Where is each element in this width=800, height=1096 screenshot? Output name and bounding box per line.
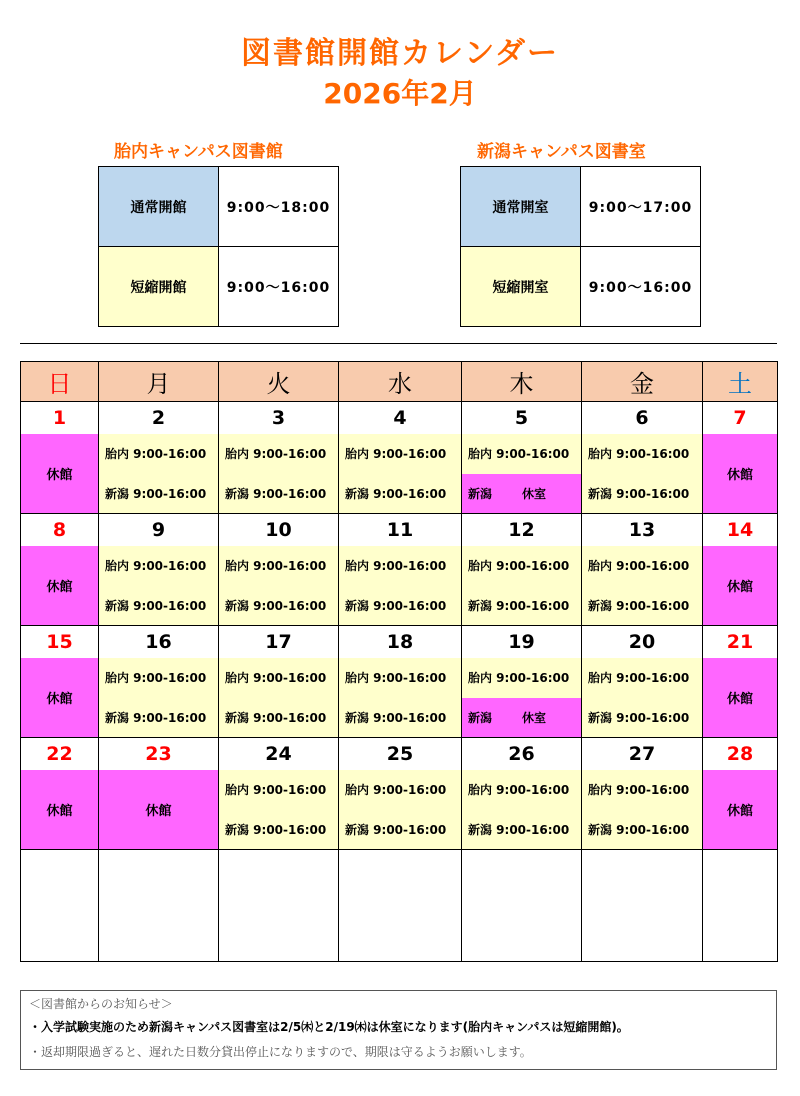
library-heading-tainai: 胎内キャンパス図書館 [114,142,283,162]
closed-label: 休館 [703,546,777,625]
niigata-hours: 新潟 9:00-16:00 [339,586,461,626]
calendar-week-row [21,738,778,850]
tainai-hours: 胎内 9:00-16:00 [462,658,581,698]
tainai-hours: 胎内 9:00-16:00 [462,434,581,474]
niigata-hours: 新潟 9:00-16:00 [99,474,218,514]
calendar-day-cell [219,850,339,962]
tainai-hours: 胎内 9:00-16:00 [99,434,218,474]
day-number: 13 [628,519,656,541]
notice-line-2: ・返却期限過ぎると、遅れた日数分貸出停止になりますので、期限は守るようお願いします。 [29,1045,532,1059]
weekday-thu: 木 [462,362,582,402]
niigata-closed-label: 休室 [522,486,547,501]
calendar-day-cell [582,850,703,962]
calendar-day-cell [99,850,219,962]
day-number: 5 [514,407,529,429]
tainai-hours: 胎内 9:00-16:00 [582,546,702,586]
tainai-hours: 胎内 9:00-16:00 [462,770,581,810]
calendar-day-cell [99,626,219,738]
tainai-hours: 胎内 9:00-16:00 [99,546,218,586]
day-number: 2 [151,407,166,429]
niigata-hours: 新潟 9:00-16:00 [219,698,338,738]
day-number: 16 [145,631,172,653]
day-number: 3 [271,407,286,429]
day-number: 11 [386,519,414,541]
closed-label: 休館 [21,546,98,625]
day-number: 24 [265,743,292,765]
niigata-hours: 新潟 9:00-16:00 [99,698,218,738]
closed-label: 休館 [21,770,98,849]
day-number: 4 [393,407,407,429]
calendar-day-cell [582,738,703,850]
niigata-hours: 新潟 9:00-16:00 [219,586,338,626]
short-hours-value: 9:00〜16:00 [219,247,339,327]
calendar-day-cell [339,626,462,738]
calendar-day-cell [462,514,582,626]
empty-day [21,850,98,961]
niigata-hours: 新潟 9:00-16:00 [219,810,338,850]
day-number: 9 [151,519,166,541]
niigata-hours: 新潟 9:00-16:00 [462,810,581,850]
niigata-hours: 新潟 9:00-16:00 [582,810,702,850]
calendar-day-cell [339,514,462,626]
day-number: 15 [46,631,73,653]
calendar-day-cell [462,626,582,738]
calendar-day-cell [219,514,339,626]
calendar-day-cell [99,738,219,850]
calendar-day-cell [219,626,339,738]
calendar-day-cell [703,402,778,514]
calendar-day-cell [339,402,462,514]
niigata-hours: 新潟 9:00-16:00 [582,474,702,514]
calendar-week-row [21,626,778,738]
niigata-hours: 新潟 9:00-16:00 [582,698,702,738]
tainai-hours: 胎内 9:00-16:00 [219,770,338,810]
day-number: 14 [726,519,754,541]
niigata-hours: 新潟 9:00-16:00 [339,698,461,738]
day-number: 20 [628,631,656,653]
normal-hours-label: 通常開館 [99,167,219,247]
niigata-hours: 新潟 9:00-16:00 [339,810,461,850]
day-number: 21 [726,631,754,653]
hours-table-niigata [460,166,701,327]
day-number: 23 [145,743,172,765]
calendar-grid [20,361,778,962]
day-number: 26 [508,743,535,765]
closed-label: 休館 [99,770,218,849]
niigata-hours: 新潟 9:00-16:00 [99,586,218,626]
empty-day [582,850,702,961]
weekday-fri: 金 [582,362,703,402]
calendar-week-row [21,850,778,962]
calendar-day-cell [99,514,219,626]
day-number: 18 [386,631,414,653]
empty-day [99,850,218,961]
normal-hours-label: 通常開室 [461,167,581,247]
closed-label: 休館 [703,434,777,513]
weekday-tue: 火 [219,362,339,402]
niigata-label: 新潟 [468,710,493,725]
section-divider [20,343,777,344]
calendar-day-cell [339,738,462,850]
calendar-day-cell [219,402,339,514]
calendar-day-cell [462,402,582,514]
day-number: 6 [635,407,649,429]
closed-label: 休館 [703,658,777,737]
calendar-day-cell [21,514,99,626]
closed-label: 休館 [21,434,98,513]
tainai-hours: 胎内 9:00-16:00 [219,658,338,698]
calendar-day-cell [703,626,778,738]
tainai-hours: 胎内 9:00-16:00 [582,658,702,698]
weekday-mon: 月 [99,362,219,402]
hours-table-tainai [98,166,339,327]
calendar-day-cell [703,850,778,962]
calendar-day-cell [21,626,99,738]
weekday-header-row [21,362,778,402]
tainai-hours: 胎内 9:00-16:00 [339,658,461,698]
short-hours-label: 短縮開館 [99,247,219,327]
closed-label: 休館 [703,770,777,849]
calendar-day-cell [339,850,462,962]
calendar-week-row [21,402,778,514]
calendar-day-cell [703,738,778,850]
tainai-hours: 胎内 9:00-16:00 [582,770,702,810]
tainai-hours: 胎内 9:00-16:00 [219,546,338,586]
niigata-hours: 新潟 9:00-16:00 [219,474,338,514]
day-number: 27 [628,743,656,765]
calendar-day-cell [582,626,703,738]
notice-line-1: ・入学試験実施のため新潟キャンパス図書室は2/5㈭と2/19㈭は休室になります(胎内キャンパスは短縮開館)。 [29,1020,629,1034]
day-number: 1 [52,407,67,429]
day-number: 10 [265,519,292,541]
empty-day [219,850,338,961]
calendar-day-cell [219,738,339,850]
notice-box [20,990,777,1070]
calendar-day-cell [462,738,582,850]
empty-day [703,850,777,961]
tainai-hours: 胎内 9:00-16:00 [339,546,461,586]
calendar-day-cell [99,402,219,514]
tainai-hours: 胎内 9:00-16:00 [462,546,581,586]
niigata-closed [462,474,581,514]
niigata-label: 新潟 [468,486,493,501]
day-number: 22 [46,743,73,765]
day-number: 7 [733,407,747,429]
notice-heading: ＜図書館からのお知らせ＞ [29,997,173,1011]
calendar-day-cell [582,402,703,514]
page-title: 図書館開館カレンダー [240,36,560,71]
calendar-week-row [21,514,778,626]
library-heading-niigata: 新潟キャンパス図書室 [477,142,646,162]
calendar-day-cell [21,402,99,514]
weekday-sat: 土 [703,362,778,402]
calendar-day-cell [21,850,99,962]
day-number: 12 [508,519,535,541]
day-number: 8 [52,519,67,541]
short-hours-value: 9:00〜16:00 [581,247,701,327]
page-subtitle: 2026年2月 [323,77,477,110]
calendar-day-cell [582,514,703,626]
empty-day [339,850,461,961]
tainai-hours: 胎内 9:00-16:00 [219,434,338,474]
niigata-hours: 新潟 9:00-16:00 [582,586,702,626]
tainai-hours: 胎内 9:00-16:00 [339,770,461,810]
calendar-day-cell [21,738,99,850]
short-hours-label: 短縮開室 [461,247,581,327]
day-number: 19 [508,631,535,653]
day-number: 25 [386,743,414,765]
calendar-day-cell [462,850,582,962]
normal-hours-value: 9:00〜18:00 [219,167,339,247]
normal-hours-value: 9:00〜17:00 [581,167,701,247]
empty-day [462,850,581,961]
niigata-closed [462,698,581,738]
weekday-sun: 日 [21,362,99,402]
niigata-hours: 新潟 9:00-16:00 [339,474,461,514]
day-number: 28 [726,743,754,765]
calendar-day-cell [703,514,778,626]
tainai-hours: 胎内 9:00-16:00 [582,434,702,474]
niigata-hours: 新潟 9:00-16:00 [462,586,581,626]
day-number: 17 [265,631,292,653]
niigata-closed-label: 休室 [522,710,547,725]
tainai-hours: 胎内 9:00-16:00 [339,434,461,474]
closed-label: 休館 [21,658,98,737]
tainai-hours: 胎内 9:00-16:00 [99,658,218,698]
weekday-wed: 水 [339,362,462,402]
